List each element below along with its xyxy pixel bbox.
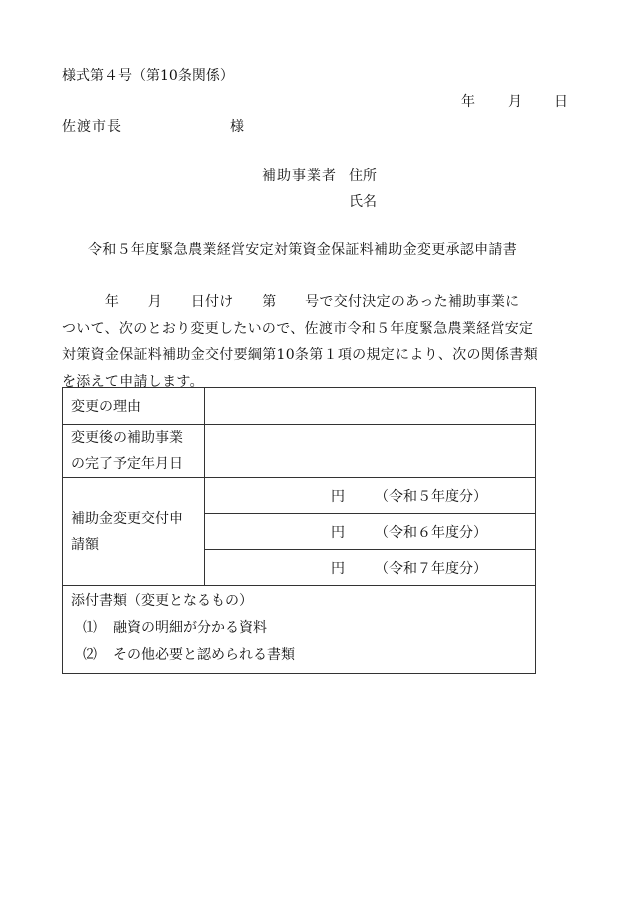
amount-label-line-1: 補助金変更交付申 [71, 510, 183, 527]
reason-row [63, 388, 536, 425]
amount-field-r7[interactable] [205, 550, 536, 586]
body-line: 年 月 日付け 第 号で交付決定のあった補助事業に [62, 294, 520, 310]
date-day-label: 日 [554, 94, 568, 110]
attachment-item [71, 615, 527, 642]
completion-date-field[interactable] [205, 425, 536, 478]
attachments-label: 添付書類（変更となるもの） [71, 593, 253, 609]
amount-label [63, 478, 205, 586]
addressee-name: 佐渡市長 [62, 119, 122, 135]
applicant-name-label: 氏名 [349, 194, 377, 210]
completion-label-line-1: 変更後の補助事業 [71, 430, 183, 446]
fiscal-year-label: （令和７年度分） [375, 560, 487, 577]
body-line: ついて、次のとおり変更したいので、佐渡市令和５年度緊急農業経営安定 [62, 320, 534, 337]
yen-unit: 円 [331, 524, 345, 541]
attachment-text: 融資の明細が分かる資料 [113, 620, 267, 636]
yen-unit: 円 [331, 488, 345, 505]
body-paragraph [62, 289, 540, 395]
fiscal-year-label: （令和５年度分） [375, 488, 487, 505]
application-table [62, 387, 536, 674]
attachment-number: ⑴ [83, 620, 97, 636]
reason-field[interactable] [205, 388, 536, 425]
attachment-item [71, 642, 527, 669]
attachment-text: その他必要と認められる書類 [113, 647, 295, 663]
body-line: を添えて申請します。 [62, 373, 204, 390]
body-line: 対策資金保証料補助金交付要綱第10条第１項の規定により、次の関係書類 [62, 347, 539, 363]
amount-label-line-2: 請額 [71, 536, 99, 553]
applicant-address-label: 住所 [349, 168, 377, 184]
amount-field-r6[interactable] [205, 514, 536, 550]
date-year-label: 年 [461, 94, 475, 110]
attachment-number: ⑵ [83, 647, 97, 663]
completion-label-line-2: の完了予定年月日 [71, 456, 183, 472]
completion-row [63, 425, 536, 478]
applicant-label: 補助事業者 [262, 168, 337, 184]
completion-label [63, 425, 205, 478]
document-title: 令和５年度緊急農業経営安定対策資金保証料補助金変更承認申請書 [88, 242, 517, 258]
date-month-label: 月 [508, 94, 522, 110]
fiscal-year-label: （令和６年度分） [375, 524, 487, 541]
reason-label: 変更の理由 [63, 388, 205, 425]
attachments-row [63, 586, 536, 674]
amount-row [63, 478, 536, 514]
amount-field-r5[interactable] [205, 478, 536, 514]
form-number: 様式第４号（第10条関係） [62, 68, 234, 84]
yen-unit: 円 [331, 560, 345, 577]
attachments-cell [63, 586, 536, 674]
addressee-honorific: 様 [230, 119, 244, 135]
